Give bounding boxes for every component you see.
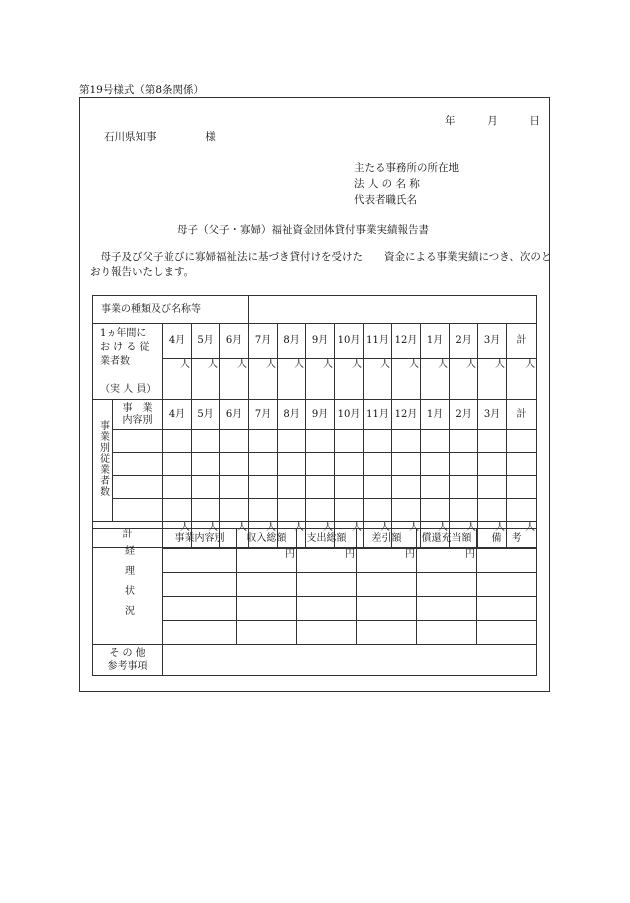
data-cell[interactable] xyxy=(163,549,237,573)
data-cell[interactable] xyxy=(417,621,477,645)
data-cell[interactable] xyxy=(237,573,297,597)
date-month: 月 xyxy=(487,115,498,127)
data-cell[interactable] xyxy=(163,453,192,476)
data-cell[interactable] xyxy=(421,476,450,499)
month-header: 11月 xyxy=(364,400,392,430)
data-cell[interactable] xyxy=(507,453,537,476)
form-number: 第19号様式（第8条関係） xyxy=(79,84,205,96)
person-unit[interactable]: 人 xyxy=(421,359,450,400)
accounting-header: 差引額 xyxy=(357,529,417,549)
accounting-header: 収入総額 xyxy=(237,529,297,549)
data-cell[interactable] xyxy=(113,453,163,476)
data-cell[interactable] xyxy=(297,621,357,645)
data-cell[interactable] xyxy=(507,476,537,499)
employees-table xyxy=(92,295,537,548)
person-unit[interactable]: 人 xyxy=(220,522,249,548)
data-cell[interactable] xyxy=(192,430,220,453)
data-cell[interactable] xyxy=(477,573,537,597)
month-header: 11月 xyxy=(364,324,392,359)
data-cell[interactable] xyxy=(507,430,537,453)
data-cell[interactable] xyxy=(478,453,507,476)
data-cell[interactable] xyxy=(450,453,478,476)
person-unit[interactable]: 人 xyxy=(507,359,537,400)
data-cell[interactable] xyxy=(477,549,537,573)
data-cell[interactable] xyxy=(392,476,421,499)
data-cell[interactable] xyxy=(421,430,450,453)
month-header: 2月 xyxy=(450,324,478,359)
month-header: 6月 xyxy=(220,400,249,430)
intro-text: 母子及び父子並びに寡婦福祉法に基づき貸付けを受けた 資金による事業実績につき、次のとおり報告いたします。 xyxy=(90,251,552,278)
data-cell[interactable] xyxy=(163,476,192,499)
data-cell[interactable] xyxy=(163,430,192,453)
data-cell[interactable] xyxy=(478,430,507,453)
data-cell[interactable] xyxy=(220,499,249,522)
accounting-header: 支出総額 xyxy=(297,529,357,549)
data-cell[interactable] xyxy=(297,597,357,621)
by-business-row xyxy=(93,430,537,453)
data-cell[interactable] xyxy=(421,499,450,522)
data-cell[interactable] xyxy=(278,499,306,522)
month-header: 1月 xyxy=(421,324,450,359)
total-header: 計 xyxy=(507,324,537,359)
business-type-field[interactable] xyxy=(249,296,537,324)
data-cell[interactable] xyxy=(417,597,477,621)
data-cell[interactable] xyxy=(392,453,421,476)
person-unit[interactable]: 人 xyxy=(163,522,192,548)
corp-name-label: 法 人 の 名 称 xyxy=(354,178,420,190)
data-cell[interactable] xyxy=(364,453,392,476)
month-header: 2月 xyxy=(450,400,478,430)
employees-label-line1: 1ヵ年間に xyxy=(100,327,147,339)
month-header: 10月 xyxy=(335,400,364,430)
employees-label xyxy=(93,324,163,400)
business-type-label: 事業の種類及び名称等 xyxy=(93,296,249,324)
data-cell[interactable] xyxy=(297,573,357,597)
person-unit[interactable]: 人 xyxy=(163,359,192,400)
data-cell[interactable] xyxy=(450,476,478,499)
month-header: 9月 xyxy=(306,400,335,430)
yen-unit[interactable]: 円 xyxy=(417,549,477,573)
by-business-row xyxy=(93,476,537,499)
data-cell[interactable] xyxy=(163,499,192,522)
month-header: 12月 xyxy=(392,324,421,359)
data-cell[interactable] xyxy=(421,453,450,476)
office-address-label: 主たる事務所の所在地 xyxy=(354,162,459,174)
data-cell[interactable] xyxy=(335,453,364,476)
month-header: 7月 xyxy=(249,400,278,430)
data-cell[interactable] xyxy=(306,453,335,476)
data-cell[interactable] xyxy=(357,621,417,645)
month-header: 7月 xyxy=(249,324,278,359)
addressee xyxy=(104,129,216,144)
by-business-row xyxy=(93,499,537,522)
person-unit[interactable]: 人 xyxy=(335,522,364,548)
data-cell[interactable] xyxy=(278,430,306,453)
employees-label-line2: お け る 従 xyxy=(100,341,150,353)
data-cell[interactable] xyxy=(306,499,335,522)
data-cell[interactable] xyxy=(364,499,392,522)
data-cell[interactable] xyxy=(450,430,478,453)
person-unit[interactable]: 人 xyxy=(478,359,507,400)
data-cell[interactable] xyxy=(477,597,537,621)
person-unit[interactable]: 人 xyxy=(220,359,249,400)
month-header: 3月 xyxy=(478,324,507,359)
person-unit[interactable]: 人 xyxy=(249,522,278,548)
month-header: 4月 xyxy=(163,324,192,359)
data-cell[interactable] xyxy=(450,499,478,522)
data-cell[interactable] xyxy=(477,621,537,645)
yen-unit[interactable]: 円 xyxy=(357,549,417,573)
data-cell[interactable] xyxy=(335,430,364,453)
data-cell[interactable] xyxy=(364,430,392,453)
person-unit[interactable]: 人 xyxy=(364,359,392,400)
person-unit[interactable]: 人 xyxy=(278,522,306,548)
document-title: 母子（父子・寡婦）福祉資金団体貸付事業実績報告書 xyxy=(177,224,429,236)
data-cell[interactable] xyxy=(163,621,237,645)
date-line xyxy=(445,113,540,128)
addressee-name: 石川県知事 xyxy=(104,131,157,143)
total-header: 計 xyxy=(507,400,537,430)
person-unit[interactable]: 人 xyxy=(450,359,478,400)
data-cell[interactable] xyxy=(163,573,237,597)
month-header: 3月 xyxy=(478,400,507,430)
person-unit[interactable]: 人 xyxy=(364,522,392,548)
data-cell[interactable] xyxy=(192,476,220,499)
data-cell[interactable] xyxy=(192,499,220,522)
person-unit[interactable]: 人 xyxy=(249,359,278,400)
person-unit[interactable]: 人 xyxy=(192,522,220,548)
business-content-line2: 内容別 xyxy=(122,414,153,426)
person-unit[interactable]: 人 xyxy=(450,522,478,548)
data-cell[interactable] xyxy=(306,430,335,453)
data-cell[interactable] xyxy=(249,476,278,499)
data-cell[interactable] xyxy=(335,499,364,522)
data-cell[interactable] xyxy=(220,453,249,476)
yen-unit[interactable]: 円 xyxy=(297,549,357,573)
data-cell[interactable] xyxy=(278,453,306,476)
yen-unit[interactable]: 円 xyxy=(237,549,297,573)
accounting-table xyxy=(92,528,537,676)
data-cell[interactable] xyxy=(364,476,392,499)
data-cell[interactable] xyxy=(163,597,237,621)
data-cell[interactable] xyxy=(220,430,249,453)
other-label-line2: 参考事項 xyxy=(107,661,148,672)
data-cell[interactable] xyxy=(478,499,507,522)
month-header: 12月 xyxy=(392,400,421,430)
date-year: 年 xyxy=(445,115,456,127)
data-cell[interactable] xyxy=(237,621,297,645)
by-business-total-label: 計 xyxy=(93,522,163,548)
by-business-row xyxy=(93,453,537,476)
month-header: 8月 xyxy=(278,400,306,430)
person-unit[interactable]: 人 xyxy=(278,359,306,400)
data-cell[interactable] xyxy=(392,499,421,522)
month-header: 8月 xyxy=(278,324,306,359)
data-cell[interactable] xyxy=(507,499,537,522)
accounting-header: 備 考 xyxy=(477,529,537,549)
actual-persons-label: （実 人 員） xyxy=(100,383,157,395)
month-header: 9月 xyxy=(306,324,335,359)
month-header: 1月 xyxy=(421,400,450,430)
data-cell[interactable] xyxy=(417,573,477,597)
other-label-line1: そ の 他 xyxy=(109,648,146,659)
data-cell[interactable] xyxy=(113,499,163,522)
person-unit[interactable]: 人 xyxy=(306,359,335,400)
person-unit[interactable]: 人 xyxy=(478,522,507,548)
by-business-label-text: 事業別従業者数 xyxy=(97,420,109,497)
person-unit[interactable]: 人 xyxy=(335,359,364,400)
month-header: 6月 xyxy=(220,324,249,359)
accounting-side-label xyxy=(93,529,163,645)
data-cell[interactable] xyxy=(306,476,335,499)
month-header: 10月 xyxy=(335,324,364,359)
person-unit[interactable]: 人 xyxy=(392,359,421,400)
data-cell[interactable] xyxy=(357,573,417,597)
data-cell[interactable] xyxy=(357,597,417,621)
accounting-header: 償還充当額 xyxy=(417,529,477,549)
data-cell[interactable] xyxy=(237,597,297,621)
other-field[interactable] xyxy=(163,645,537,676)
person-unit[interactable]: 人 xyxy=(306,522,335,548)
data-cell[interactable] xyxy=(220,476,249,499)
month-header: 5月 xyxy=(192,324,220,359)
data-cell[interactable] xyxy=(113,430,163,453)
person-unit[interactable]: 人 xyxy=(192,359,220,400)
person-unit[interactable]: 人 xyxy=(421,522,450,548)
data-cell[interactable] xyxy=(113,476,163,499)
representative-label: 代表者職氏名 xyxy=(354,194,417,206)
data-cell[interactable] xyxy=(478,476,507,499)
accounting-header: 事業内容別 xyxy=(163,529,237,549)
data-cell[interactable] xyxy=(192,453,220,476)
data-cell[interactable] xyxy=(392,430,421,453)
addressee-honorific: 様 xyxy=(205,131,216,143)
month-header: 4月 xyxy=(163,400,192,430)
person-unit[interactable]: 人 xyxy=(507,522,537,548)
business-content-label xyxy=(113,400,163,430)
date-day: 日 xyxy=(529,115,540,127)
business-content-line1: 事 業 xyxy=(122,402,153,414)
by-business-label xyxy=(93,400,113,522)
data-cell[interactable] xyxy=(335,476,364,499)
month-header: 5月 xyxy=(192,400,220,430)
data-cell[interactable] xyxy=(249,453,278,476)
data-cell[interactable] xyxy=(249,430,278,453)
data-cell[interactable] xyxy=(249,499,278,522)
person-unit[interactable]: 人 xyxy=(392,522,421,548)
data-cell[interactable] xyxy=(278,476,306,499)
accounting-side-label-text: 経理状況 xyxy=(122,544,134,625)
employees-label-line3: 業者数 xyxy=(100,355,130,367)
other-label xyxy=(93,645,163,676)
